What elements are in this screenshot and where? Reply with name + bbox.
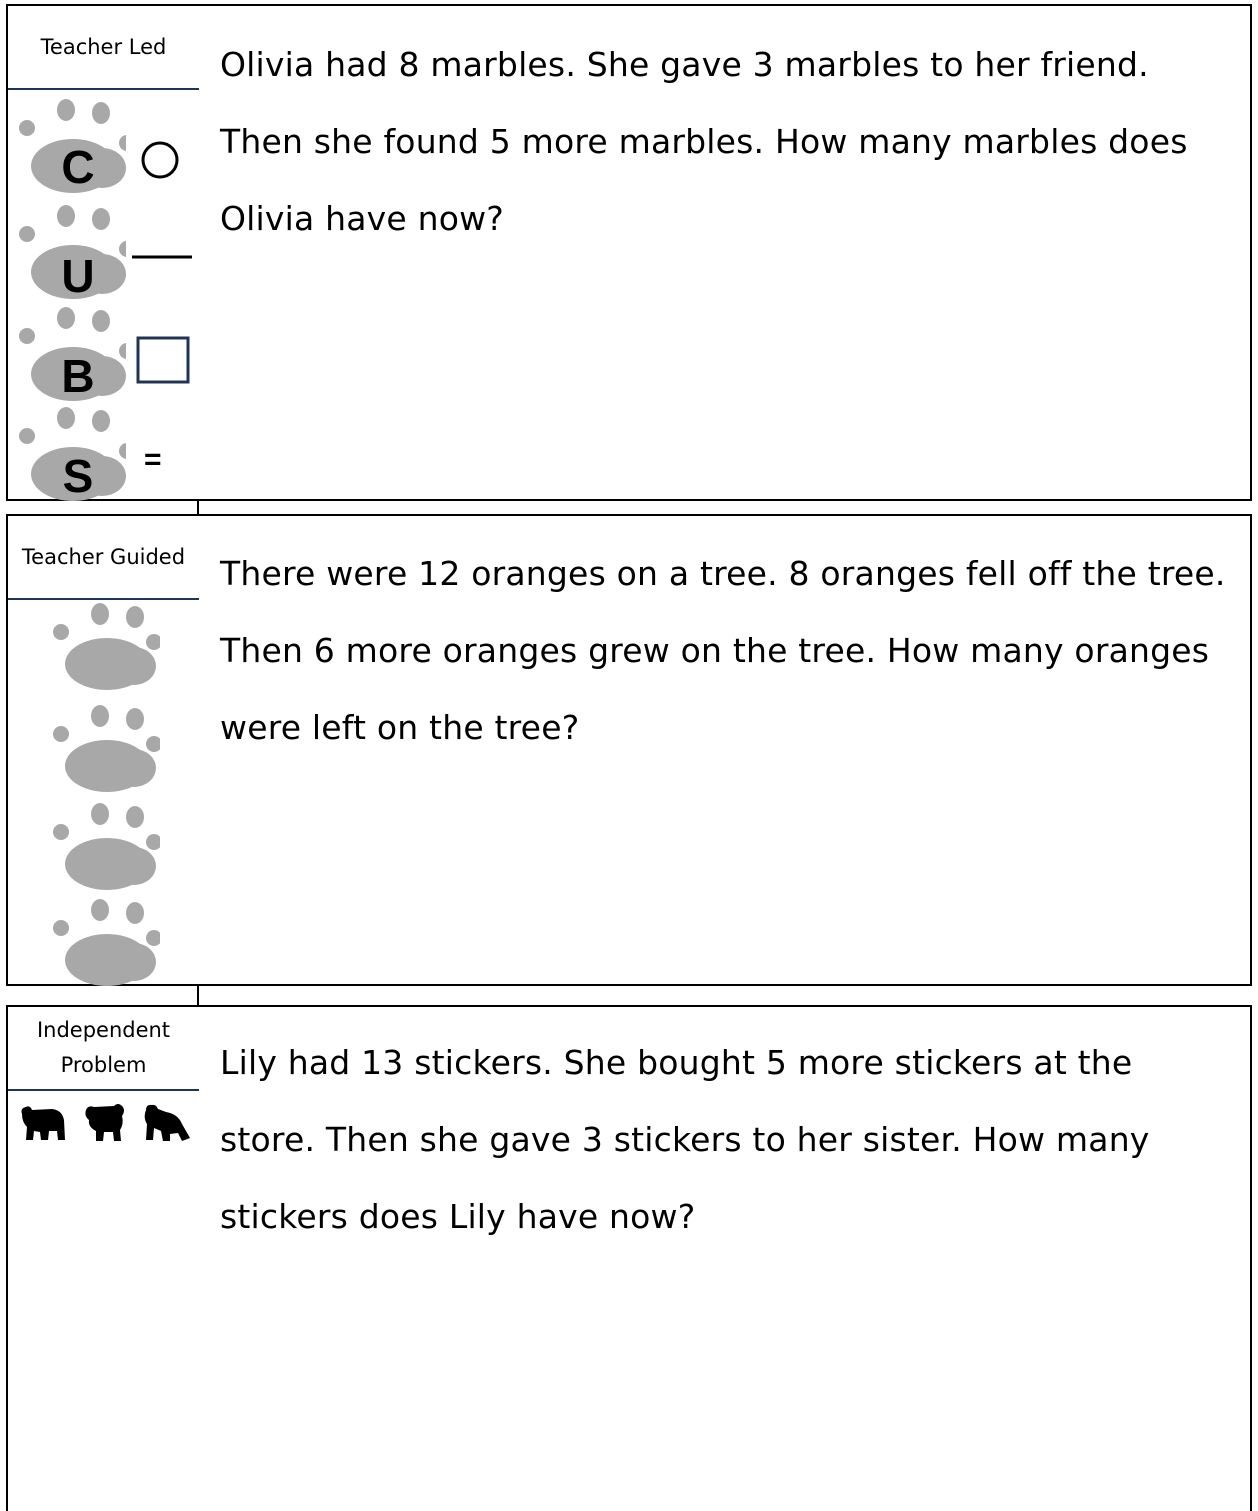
independent-problem-section: [6, 1005, 1252, 1511]
equals-icon: =: [144, 443, 162, 476]
square-icon: [136, 336, 190, 384]
paw-letter: C: [61, 141, 95, 193]
problem-text: There were 12 oranges on a tree. 8 oranges fell off the tree. Then 6 more oranges grew on the tree. How many oranges were left on the tree?: [220, 554, 1226, 747]
section-label: Teacher Guided: [8, 516, 199, 600]
paw-letter: S: [62, 450, 94, 502]
paw-icon: [50, 802, 160, 902]
paw-s-icon: [16, 406, 126, 506]
paw-u-icon: [16, 204, 126, 304]
section-label: Independent Problem: [8, 1007, 199, 1091]
paw-icon: [50, 898, 160, 988]
bears-icon: [18, 1100, 193, 1150]
paw-b-icon: [16, 306, 126, 406]
section-label: Teacher Led: [8, 6, 199, 90]
circle-icon: [139, 139, 181, 181]
paw-icon: [50, 704, 160, 804]
teacher-led-section: [6, 4, 1252, 501]
problem-text: Olivia had 8 marbles. She gave 3 marbles to her friend. Then she found 5 more marbles. How many marbles does Olivia have now?: [220, 45, 1188, 238]
problem-text: Lily had 13 stickers. She bought 5 more stickers at the store. Then she gave 3 stickers to her sister. How many stickers does Lily have now?: [220, 1043, 1150, 1236]
paw-letter: B: [61, 350, 95, 402]
line-icon: [132, 254, 192, 260]
paw-c-icon: [16, 98, 126, 198]
paw-letter: U: [61, 250, 95, 302]
teacher-guided-section: [6, 514, 1252, 986]
paw-icon: [50, 602, 160, 702]
